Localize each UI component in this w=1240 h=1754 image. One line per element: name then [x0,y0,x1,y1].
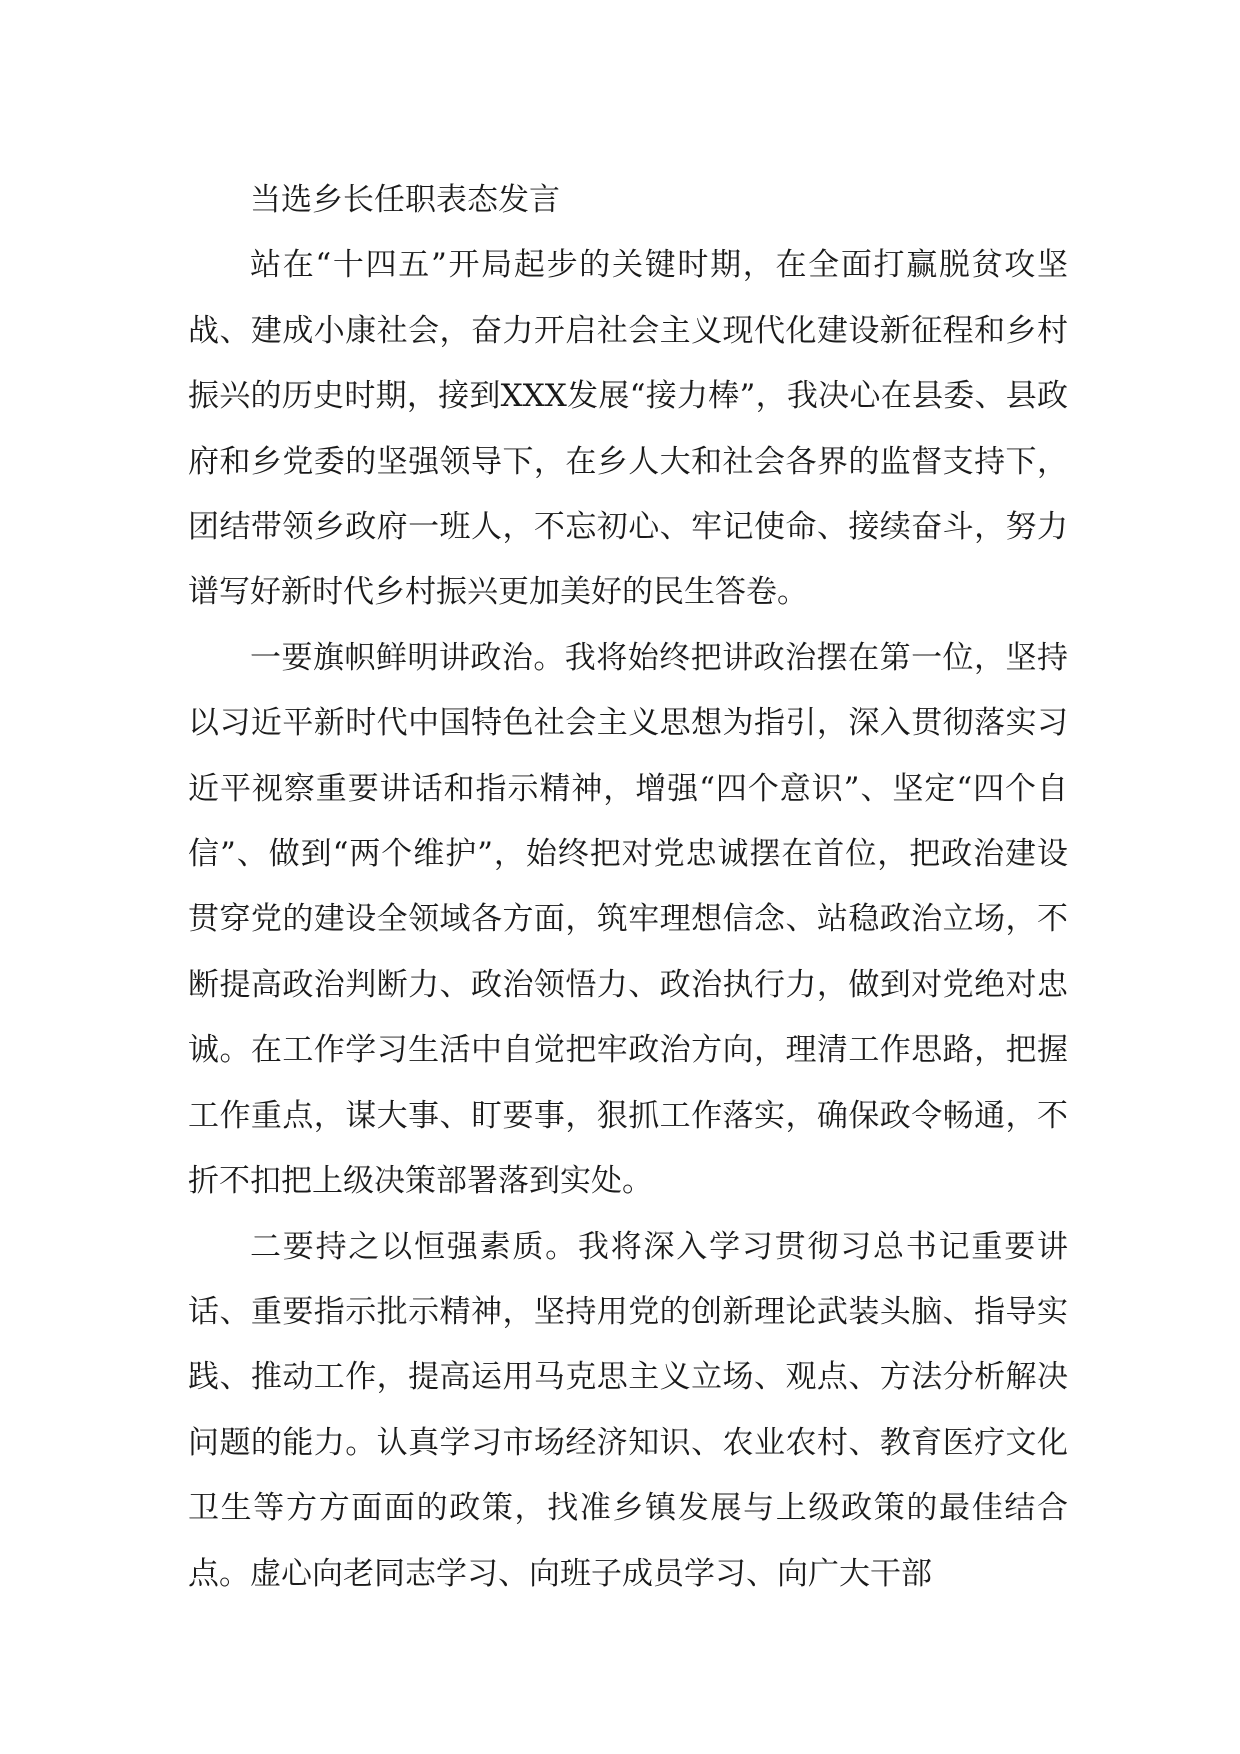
paragraph-intro: 站在“十四五”开局起步的关键时期，在全面打赢脱贫攻坚战、建成小康社会，奋力开启社会主义现代化建设新征程和乡村振兴的历史时期，接到XXX发展“接力棒”，我决心在县委、县政府和乡党委的坚强领导下，在乡人大和社会各界的监督支持下，团结带领乡政府一班人，不忘初心、牢记使命、接续奋斗，努力谱写好新时代乡村振兴更加美好的民生答卷。 [188,247,1068,611]
document-title: 当选乡长任职表态发言 [250,182,560,218]
paragraph-politics: 一要旗帜鲜明讲政治。我将始终把讲政治摆在第一位，坚持以习近平新时代中国特色社会主义思想为指引，深入贯彻落实习近平视察重要讲话和指示精神，增强“四个意识”、坚定“四个自信”、做到“两个维护”，始终把对党忠诚摆在首位，把政治建设贯穿党的建设全领域各方面，筑牢理想信念、站稳政治立场，不断提高政治判断力、政治领悟力、政治执行力，做到对党绝对忠诚。在工作学习生活中自觉把牢政治方向，理清工作思路，把握工作重点，谋大事、盯要事，狠抓工作落实，确保政令畅通，不折不扣把上级决策部署落到实处。 [188,639,1068,1200]
paragraph-quality: 二要持之以恒强素质。我将深入学习贯彻习总书记重要讲话、重要指示批示精神，坚持用党的创新理论武装头脑、指导实践、推动工作，提高运用马克思主义立场、观点、方法分析解决问题的能力。认真学习市场经济知识、农业农村、教育医疗文化卫生等方方面面的政策，找准乡镇发展与上级政策的最佳结合点。虚心向老同志学习、向班子成员学习、向广大干部 [188,1228,1068,1592]
document-body [188,168,1068,1607]
